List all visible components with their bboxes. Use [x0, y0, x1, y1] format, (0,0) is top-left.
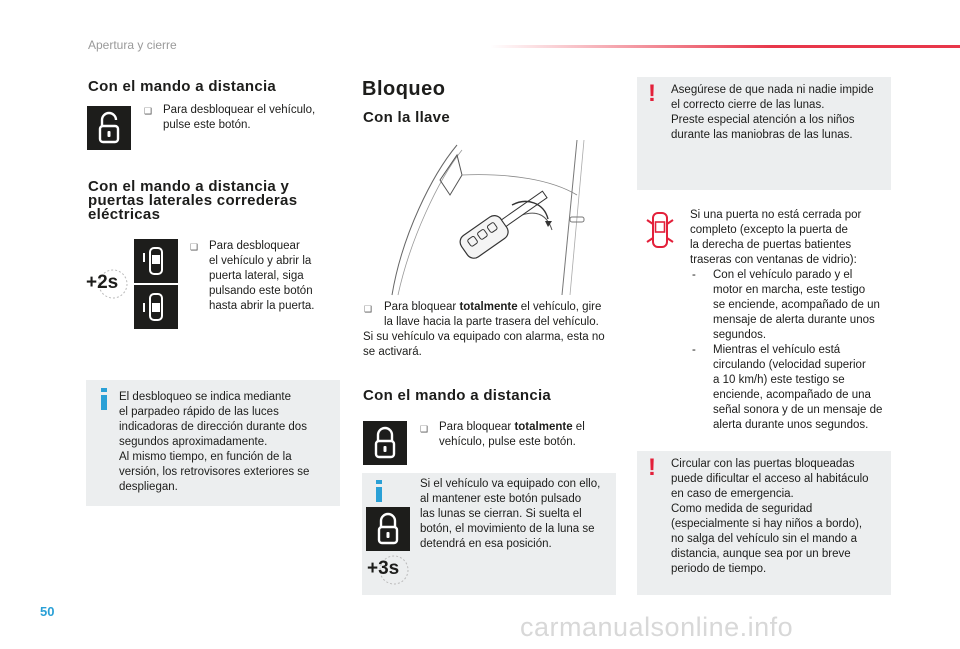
bullet-icon: ❑ — [190, 242, 199, 252]
chapter-title: Apertura y cierre — [88, 38, 177, 52]
unlock-text: Para desbloquear el vehículo, pulse este botón. — [163, 104, 316, 131]
bullet-icon: ❑ — [144, 106, 153, 116]
page-number: 50 — [40, 604, 55, 619]
lock-button-icon — [366, 507, 410, 551]
door-open-warning-light-icon — [645, 210, 675, 255]
remote-locking-text: Para bloquear totalmente el vehículo, pulse este botón. — [439, 421, 585, 448]
info-windows-text: Si el vehículo va equipado con ello, al mantener este botón pulsado las lunas se cierran. Si suelta el botón, el movimiento de la luna se detendrá en esa posición. — [420, 478, 601, 550]
car-door-key-illustration — [362, 135, 617, 305]
sliding-door-left-icon — [134, 239, 178, 283]
warning-icon: ! — [648, 80, 656, 107]
info-icon — [374, 480, 384, 507]
warning-locked-doors-text: Circular con las puertas bloqueadas puede dificultar el acceso al habitáculo en caso de emergencia. Como medida de seguridad (especialmente si hay niños a bordo), no salga del vehículo sin el mando a distancia, aunque sea por un breve periodo de tiempo. — [671, 458, 869, 575]
warning-icon: ! — [648, 454, 656, 481]
key-locking-text: Para bloquear totalmente el vehículo, gire la llave hacia la parte trasera del vehículo. Si su vehículo va equipado con alarma, esta no se activará. — [363, 301, 605, 358]
section-title-sliding-doors: Con el mando a distancia y puertas laterales correderas eléctricas — [88, 178, 298, 223]
info-icon — [99, 388, 109, 415]
warning-windows-text: Asegúrese de que nada ni nadie impide el correcto cierre de las lunas. Preste especial atención a los niños durante las maniobras de las lunas. — [671, 84, 874, 141]
subsection-title-remote: Con el mando a distancia — [363, 387, 552, 404]
sliding-door-text: Para desbloquear el vehículo y abrir la puerta lateral, siga pulsando este botón hasta abrir la puerta. — [209, 240, 315, 312]
subsection-title-key: Con la llave — [363, 109, 450, 126]
sliding-door-right-icon — [134, 285, 178, 329]
bullet-icon: ❑ — [420, 424, 429, 434]
bullet-icon: ❑ — [364, 304, 373, 314]
lock-button-icon — [363, 421, 407, 465]
hold-3s-badge: +3s — [366, 554, 412, 593]
section-title-locking: Bloqueo — [362, 78, 446, 100]
unlock-button-icon — [87, 106, 131, 150]
watermark: carmanualsonline.info — [520, 612, 794, 642]
header-accent-bar — [490, 45, 960, 48]
info-unlock-text: El desbloqueo se indica mediante el parpadeo rápido de las luces indicadoras de dirección durante dos segundos aproximadamente. Al mismo tiempo, en función de la versión, los retrovisores exteriores se despliegan. — [119, 391, 310, 493]
door-warning-text: Si una puerta no está cerrada por completo (excepto la puerta de la derecha de puertas batientes traseras con ventanas de vidrio): - Con el vehículo parado y el motor en marcha, este testigo se enciende, acompañado de un mensaje de alerta durante unos segundos. - Mientras el vehículo está circulando (velocidad superior a 10 km/h) este testigo se enciende, acompañado de una señal sonora y de un mensaje de alerta durante unos segundos. — [690, 209, 883, 431]
hold-2s-badge: +2s — [85, 268, 131, 307]
section-title-remote: Con el mando a distancia — [88, 78, 277, 95]
